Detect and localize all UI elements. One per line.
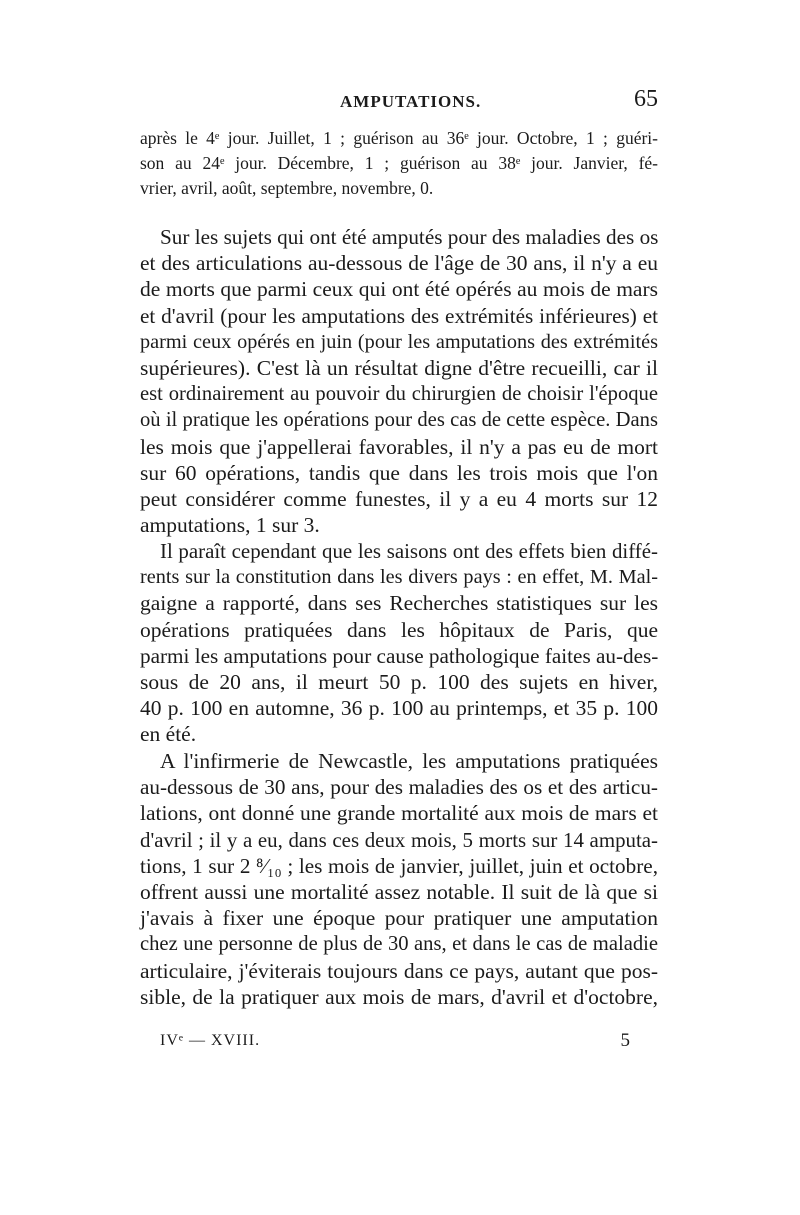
paragraph-2 <box>140 224 658 538</box>
text-line: supérieures). C'est là un résultat digne d'être recueilli, car il <box>140 356 658 381</box>
text-line: sous de 20 ans, il meurt 50 p. 100 des sujets en hiver, <box>140 670 658 695</box>
text-line: et d'avril (pour les amputations des extrémités inférieures) et <box>140 303 658 328</box>
paragraph-1 <box>140 126 658 201</box>
text-line: gaigne a rapporté, dans ses Recherches statistiques sur les <box>140 591 658 616</box>
text-line: A l'infirmerie de Newcastle, les amputations pratiquées <box>160 749 658 773</box>
text-line: Il paraît cependant que les saisons ont des effets bien diffé- <box>160 539 658 563</box>
paragraph-3 <box>140 538 658 748</box>
text-line: de morts que parmi ceux qui ont été opérés au mois de mars <box>140 277 658 302</box>
text-line: sible, de la pratiquer aux mois de mars, d'avril et d'octobre, <box>140 984 658 1009</box>
text-line: tions, 1 sur 2 ⁸⁄₁₀ ; les mois de janvier, juillet, juin et octobre, <box>140 853 658 878</box>
page-footer <box>160 1032 630 1058</box>
text-line: rents sur la constitution dans les divers pays : en effet, M. Mal- <box>140 566 658 589</box>
text-line: j'avais à fixer une époque pour pratiquer une amputation <box>140 906 658 931</box>
text-line: son au 24ᵉ jour. Décembre, 1 ; guérison au 38ᵉ jour. Janvier, fé- <box>140 153 658 173</box>
page-header <box>140 86 658 116</box>
text-line: est ordinairement au pouvoir du chirurgien de choisir l'époque <box>140 383 658 406</box>
text-line: Sur les sujets qui ont été amputés pour des maladies des os <box>160 225 659 249</box>
text-line: d'avril ; il y a eu, dans ces deux mois, 5 morts sur 14 amputa- <box>140 827 658 852</box>
running-title: AMPUTATIONS. <box>340 92 482 111</box>
text-line: après le 4ᵉ jour. Juillet, 1 ; guérison au 36ᵉ jour. Octobre, 1 ; guéri- <box>140 128 658 148</box>
sheet-number: 5 <box>620 1030 630 1051</box>
text-line: et des articulations au-dessous de l'âge de 30 ans, il n'y a eu <box>140 251 658 276</box>
text-line: lations, ont donné une grande mortalité aux mois de mars et <box>140 801 658 826</box>
text-line: 40 p. 100 en automne, 36 p. 100 au printemps, et 35 p. 100 <box>140 696 658 721</box>
text-line: peut considérer comme funestes, il y a eu 4 morts sur 12 <box>140 487 658 512</box>
text-line: les mois que j'appellerai favorables, il n'y a pas eu de mort <box>140 434 658 459</box>
text-line: où il pratique les opérations pour des cas de cette espèce. Dans <box>140 409 658 432</box>
text-line: vrier, avril, août, septembre, novembre, 0. <box>140 178 434 198</box>
text-line: articulaire, j'éviterais toujours dans ce pays, autant que pos- <box>140 958 658 983</box>
text-line: opérations pratiquées dans les hôpitaux de Paris, que <box>140 617 658 642</box>
text-line: au-dessous de 30 ans, pour des maladies des os et des articu- <box>140 775 658 800</box>
paragraph-4 <box>140 748 658 1010</box>
text-line: chez une personne de plus de 30 ans, et dans le cas de maladie <box>140 933 658 956</box>
text-line: en été. <box>140 722 197 747</box>
text-line: amputations, 1 sur 3. <box>140 513 320 538</box>
text-line: sur 60 opérations, tandis que dans les trois mois que l'on <box>140 460 658 485</box>
text-line: offrent aussi une mortalité assez notable. Il suit de là que si <box>140 880 658 905</box>
signature-mark: IVᵉ — XVIII. <box>160 1032 261 1049</box>
text-line: parmi ceux opérés en juin (pour les amputations des extrémités <box>140 330 658 353</box>
page-number: 65 <box>634 86 658 112</box>
text-line: parmi les amputations pour cause pathologique faites au-des- <box>140 643 659 668</box>
